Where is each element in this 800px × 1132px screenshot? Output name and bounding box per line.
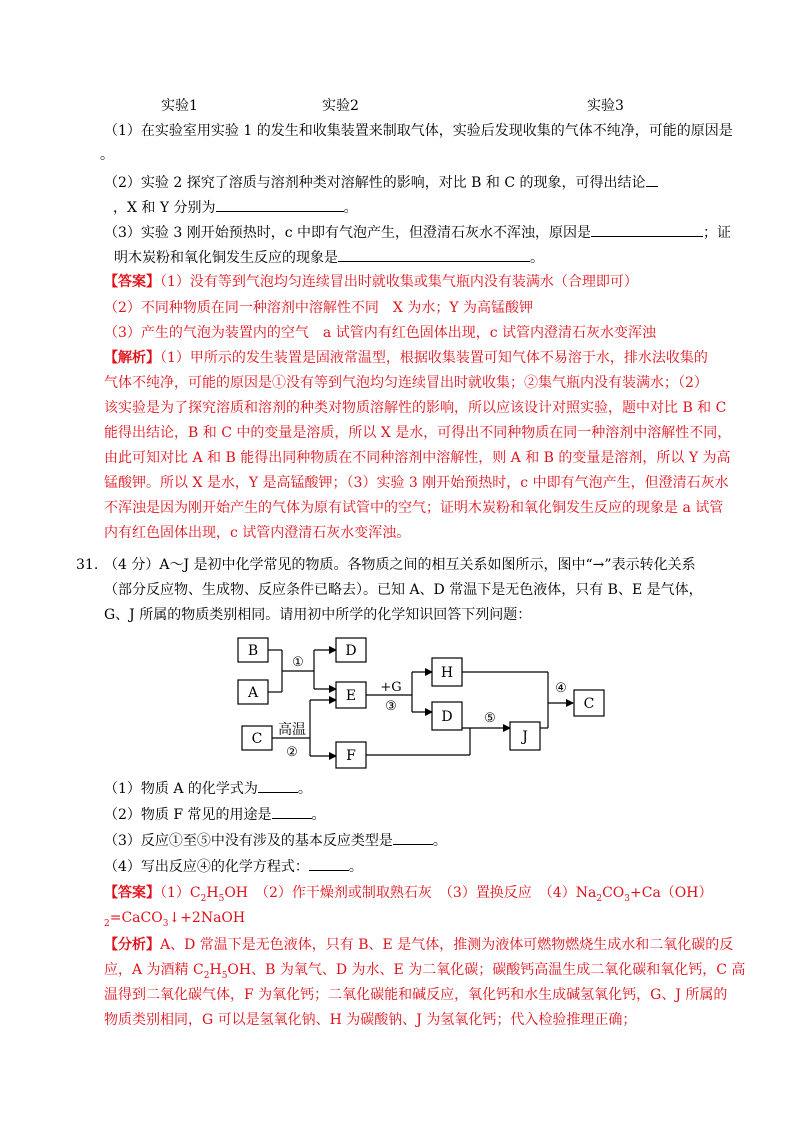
ans-part: CO <box>602 885 625 901</box>
ans-part: ↓+2NaOH <box>168 910 246 926</box>
q31-sub1 <box>104 778 312 799</box>
q31-sub3-text: （3）反应①至⑤中没有涉及的基本反应类型是 <box>104 833 393 849</box>
reaction-4-label: ④ <box>555 681 567 696</box>
reaction-3-label: ③ <box>385 699 397 714</box>
q31-sub4 <box>104 856 363 877</box>
analysis-part: H <box>209 962 222 978</box>
reaction-2-label: ② <box>286 745 298 760</box>
ans-part: （1）C <box>160 885 201 901</box>
q31-analysis-line4: 物质类别相同，G 可以是氢氧化钠、H 为碳酸钠、J 为氢氧化钙；代入检验推理正确； <box>104 1012 637 1028</box>
ans-sub: 2 <box>200 893 207 904</box>
explanation-tag: 【解析】 <box>104 350 160 366</box>
answer-text: （1）没有等到气泡均匀连续冒出时就收集或集气瓶内没有装满水（合理即可） <box>160 274 638 290</box>
reagent-plus-g: +G <box>380 680 402 695</box>
q30-sub2-end: 。 <box>343 200 358 216</box>
q31-sub2-text: （2）物质 F 常见的用途是 <box>104 807 272 823</box>
node-d-top: D <box>345 643 357 659</box>
ans-part: H <box>206 885 219 901</box>
answer-blank[interactable] <box>216 197 344 212</box>
answer-blank[interactable] <box>338 247 530 262</box>
q30-explanation-line4: 能得出结论，B 和 C 中的变量是溶质，所以 X 是水，可得出不同种物质在同一种溶剂中溶解性不同， <box>104 425 732 441</box>
q31-sub4-text: （4）写出反应④的化学方程式： <box>104 859 309 875</box>
explanation-text: （1）甲所示的发生装置是固液常温型，根据收集装置可知气体不易溶于水，排水法收集的 <box>160 350 708 366</box>
q30-explanation-line5: 由此可知对比 A 和 B 能得出同种物质在不同种溶剂中溶解性，则 A 和 B 的变量是溶剂，所以 Y 为高 <box>104 450 731 466</box>
q30-sub2-line2 <box>113 197 358 218</box>
reaction-flow-diagram <box>236 630 620 772</box>
q31-stem-line3: G、J 所属的物质类别相同。请用初中所学的化学知识回答下列问题： <box>104 607 532 623</box>
analysis-part: 应，A 为酒精 C <box>104 962 204 978</box>
q30-sub2-line1 <box>104 172 658 193</box>
q30-explanation-line1 <box>104 348 708 368</box>
q30-sub1-line1: （1）在实验室用实验 1 的发生和收集装置来制取气体，实验后发现收集的气体不纯净，可能的原因是 <box>104 123 733 139</box>
q31-analysis-line2 <box>104 960 745 986</box>
node-j: J <box>522 729 528 745</box>
q31-sub1-end: 。 <box>297 781 312 797</box>
q30-sub3-text-b: ；证 <box>703 225 732 241</box>
node-d-mid: D <box>441 709 453 725</box>
analysis-part: OH、B 为氧气、D 为水、E 为二氧化碳；碳酸钙高温生成二氧化碳和氧化钙，C 高 <box>227 962 746 978</box>
ans-part: OH （2）作干燥剂或制取熟石灰 （3）置换反应 （4）Na <box>224 885 597 901</box>
ans-part: +Ca（OH） <box>630 885 713 901</box>
answer-blank[interactable] <box>393 830 433 845</box>
q31-sub3 <box>104 830 447 851</box>
q30-answer-line2: （2）不同种物质在同一种溶剂中溶解性不同 X 为水；Y 为高锰酸钾 <box>104 300 534 316</box>
analysis-tag: 【分析】 <box>104 937 160 953</box>
ans-sub: 3 <box>162 918 169 929</box>
ans-sub: 3 <box>624 893 630 904</box>
q31-stem-line2: （部分反应物、生成物、反应条件已略去）。已知 A、D 常温下是无色液体，只有 B、E 是气体， <box>104 582 703 598</box>
q30-sub3-line2 <box>114 247 544 268</box>
q31-number: 31. <box>76 557 99 573</box>
node-a: A <box>247 685 259 701</box>
analysis-sub: 2 <box>203 970 210 981</box>
q31-sub4-end: 。 <box>348 859 363 875</box>
ans-part: =CaCO <box>109 910 163 926</box>
q30-sub3-text: （3）实验 3 刚开始预热时，c 中即有气泡产生，但澄清石灰水不浑浊，原因是 <box>104 225 592 241</box>
ans-sub: 2 <box>596 893 603 904</box>
exp-header-1: 实验1 <box>161 98 198 114</box>
q31-stem-line1: （4 分）A～J 是初中化学常见的物质。各物质之间的相互关系如图所示，图中“→”表示转化关系 <box>104 557 696 573</box>
q31-answer-line1 <box>104 883 712 909</box>
answer-blank[interactable] <box>272 804 312 819</box>
q30-explanation-line8: 内有红色固体出现，c 试管内澄清石灰水变浑浊。 <box>104 525 411 541</box>
answer-blank[interactable] <box>591 222 703 237</box>
node-c: C <box>251 731 263 747</box>
q30-sub2-text: （2）实验 2 探究了溶质与溶剂种类对溶解性的影响，对比 B 和 C 的现象，可得出结论 <box>104 175 646 191</box>
q31-sub2-end: 。 <box>311 807 326 823</box>
q31-analysis-line1 <box>104 935 733 955</box>
analysis-sub: 5 <box>221 970 228 981</box>
node-c-right: C <box>583 696 595 712</box>
condition-gaowen: 高温 <box>278 722 306 738</box>
reaction-1-label: ① <box>292 655 304 670</box>
q30-sub1-line2: 。 <box>100 147 114 163</box>
node-b: B <box>247 643 259 659</box>
node-h: H <box>440 665 454 681</box>
ans-sub: 2 <box>104 918 110 929</box>
q31-sub1-text: （1）物质 A 的化学式为 <box>104 781 258 797</box>
answer-blank[interactable] <box>646 172 658 187</box>
answer-tag: 【答案】 <box>104 274 160 290</box>
q30-answer-line1 <box>104 272 638 292</box>
q30-explanation-line2: 气体不纯净，可能的原因是①没有等到气泡均匀连续冒出时就收集；②集气瓶内没有装满水；（2） <box>104 375 708 391</box>
q30-answer-line3: （3）产生的气泡为装置内的空气 a 试管内有红色固体出现，c 试管内澄清石灰水变浑浊 <box>104 325 656 341</box>
node-f: F <box>346 748 356 764</box>
q30-explanation-line3: 该实验是为了探究溶质和溶剂的种类对物质溶解性的影响，所以应该设计对照实验，题中对比 B 和 C <box>104 400 727 416</box>
q30-sub3-end: 。 <box>530 250 544 266</box>
q31-sub3-end: 。 <box>432 833 447 849</box>
q31-answer-line2 <box>104 908 245 934</box>
q31-analysis-line3: 温得到二氧化碳气体，F 为氧化钙；二氧化碳能和碱反应，氧化钙和水生成碱氢氧化钙，G、J 所属的 <box>104 987 728 1003</box>
q31-sub2 <box>104 804 326 825</box>
answer-blank[interactable] <box>258 778 298 793</box>
q30-explanation-line6: 锰酸钾。所以 X 是水，Y 是高锰酸钾；（3）实验 3 刚开始预热时，c 中即有气泡产生，但澄清石灰水 <box>104 475 729 491</box>
answer-tag: 【答案】 <box>104 885 160 901</box>
q30-sub3-text-c: 明木炭粉和氧化铜发生反应的现象是 <box>114 250 338 266</box>
reaction-5-label: ⑤ <box>484 711 496 726</box>
exp-header-3: 实验3 <box>587 98 624 114</box>
analysis-text: A、D 常温下是无色液体，只有 B、E 是气体，推测为液体可燃物燃烧生成水和二氧化碳的反 <box>160 937 734 953</box>
q30-sub3-line1 <box>104 222 731 243</box>
q30-sub2-text-b: ，X 和 Y 分别为 <box>113 200 216 216</box>
q30-explanation-line7: 不浑浊是因为刚开始产生的气体为原有试管中的空气；证明木炭粉和氧化铜发生反应的现象是 a 试管 <box>104 500 724 516</box>
ans-sub: 5 <box>218 893 225 904</box>
exp-header-2: 实验2 <box>322 98 359 114</box>
answer-blank[interactable] <box>309 856 349 871</box>
node-e: E <box>345 688 357 704</box>
